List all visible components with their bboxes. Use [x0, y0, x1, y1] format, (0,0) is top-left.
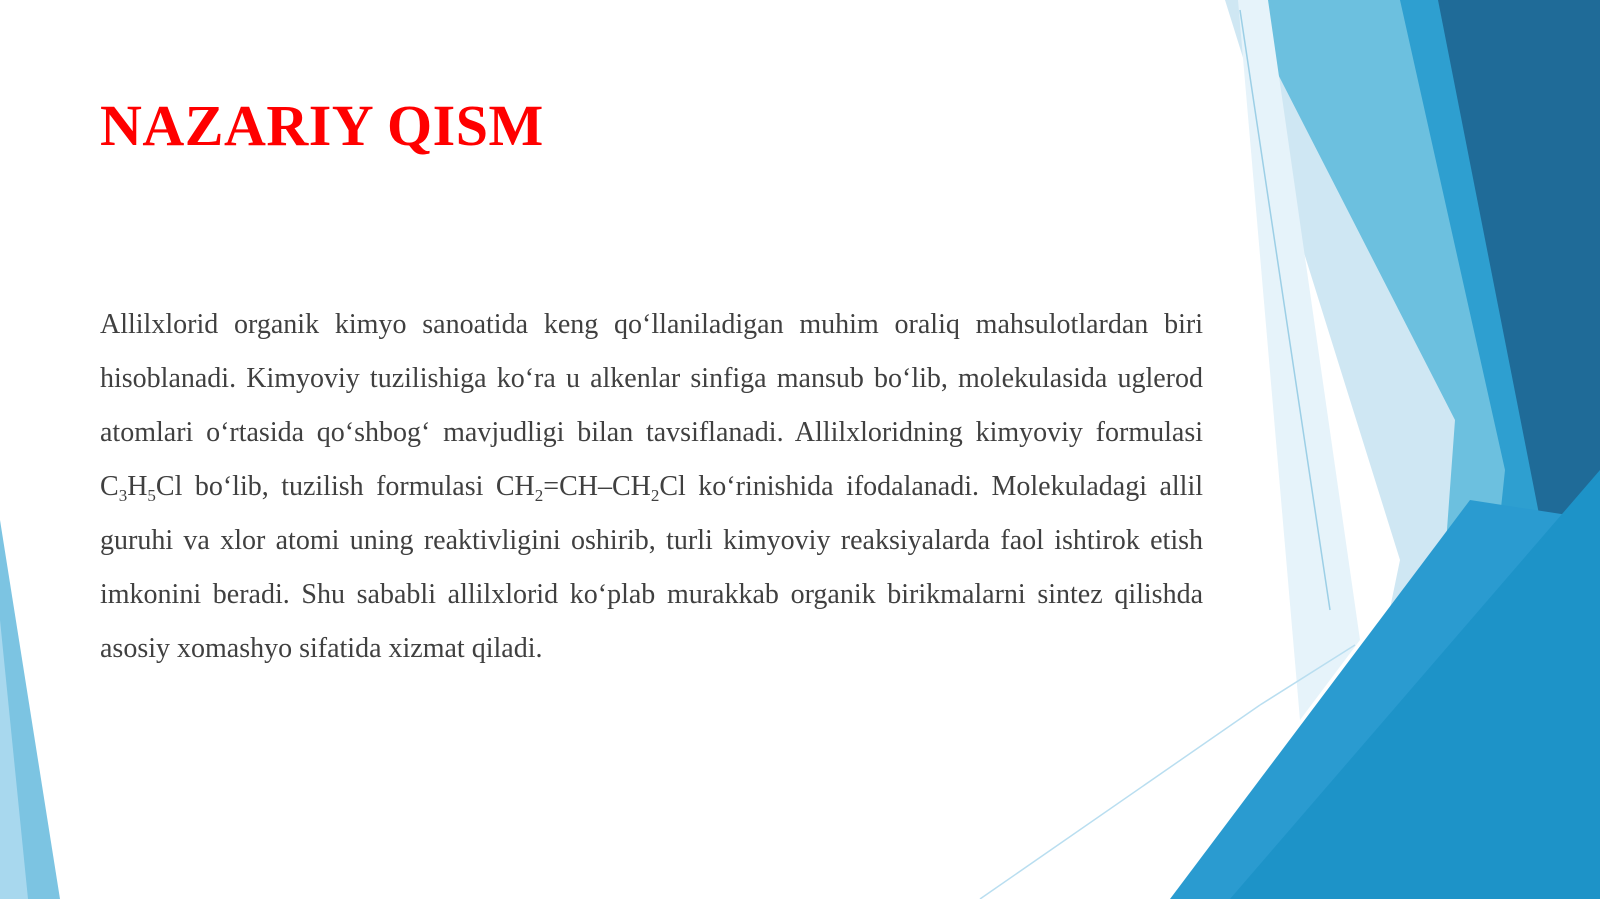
formula-c: C: [100, 471, 119, 502]
body-text-part-1: Allilxlorid organik kimyo sanoatida keng qo‘llaniladigan muhim oraliq mahsulotlardan biri hisoblanadi. Kimyoviy tuzilishiga ko‘ra u alkenlar sinfiga mansub bo‘lib, molekulasida uglerod atomlari o‘rtasida qo‘shbog‘ mavjudligi bilan tavsiflanadi. Allilxloridning kimyoviy formulasi: [100, 309, 1203, 448]
structural-subscript-2: 2: [650, 486, 660, 505]
body-text-part-2: bo‘lib, tuzilish formulasi: [182, 471, 496, 502]
slide-title: NAZARIY QISM: [100, 93, 544, 158]
formula-cl: Cl: [155, 471, 183, 502]
structural-ch: CH: [495, 471, 535, 502]
body-text-part-3: ko‘rinishida ifodalanadi. Molekuladagi allil guruhi va xlor atomi uning reaktivligini oshirib, turli kimyoviy reaksiyalarda faol ishtirok etish imkonini beradi. Shu sababli allilxlorid ko‘plab murakkab organik birikmalarni sintez qilishda asosiy xomashyo sifatida xizmat qiladi.: [100, 471, 1203, 664]
structural-subscript-1: 2: [534, 486, 544, 505]
structural-cl: Cl: [659, 471, 686, 502]
structural-middle: =CH–CH: [543, 471, 651, 502]
formula-h: H: [127, 471, 148, 502]
formula-h-subscript: 5: [147, 486, 156, 505]
formula-c-subscript: 3: [118, 486, 128, 505]
body-paragraph: [100, 298, 1203, 676]
